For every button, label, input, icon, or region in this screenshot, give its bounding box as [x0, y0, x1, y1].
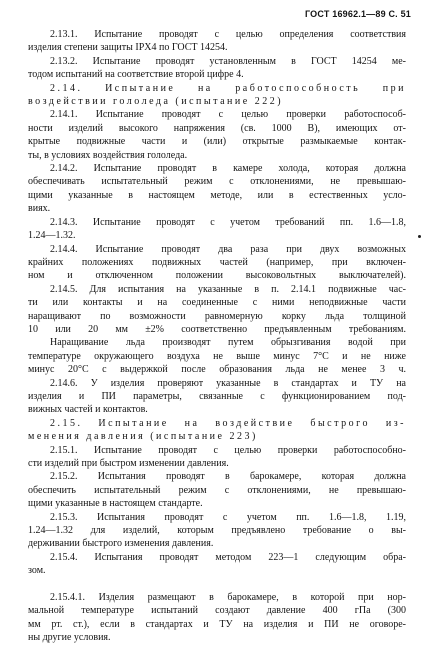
text-line: ном и отключенном положении высоковольтных выключателей).: [28, 270, 406, 282]
text-line: воздействии гололеда (испытание 222): [28, 96, 284, 108]
text-line: 2.14.1. Испытание проводят с целью проверки работоспособ-: [50, 109, 406, 121]
text-line: 2.13.1. Испытание проводят с целью определения соответствия: [50, 29, 406, 40]
text-line: 2.14.4. Испытание проводят два раза при двух возможных: [50, 243, 406, 255]
text-line: 1.24—1.32.: [28, 230, 76, 242]
margin-mark: [418, 235, 421, 238]
text-line: наращивают по возможности равномерную корку льда толщиной: [28, 310, 406, 322]
text-line: крытые подвижные части и (или) открытые размыкаемые контак-: [28, 136, 406, 148]
text-line: ты, в условиях воздействия гололеда.: [28, 149, 188, 161]
text-line: мальной температуре испытаний создают давление 400 гПа (300: [28, 605, 406, 617]
text-line: 2.15. Испытание на воздействие быстрого из-: [50, 417, 406, 429]
text-line: 2.14.2. Испытание проводят в камере холода, которая должна: [50, 163, 406, 175]
text-line: 2.14. Испытание на работоспособность при: [50, 82, 406, 94]
text-line: мм рт. ст.), если в стандартах и ТУ на изделия и ПИ не оговоре-: [28, 618, 406, 630]
text-line: ности изделий высокого напряжения (св. 1000 В), имеющих от-: [28, 122, 406, 134]
text-line: обеспечивать испытательный режим с отклонениями, не превышаю-: [28, 176, 406, 188]
text-line: щими указанные в настоящем стандарте.: [28, 498, 203, 510]
text-line: 2.15.1. Испытание проводят с целью проверки работоспособно-: [50, 444, 406, 456]
document-body: [28, 28, 406, 645]
text-line: вижных частей и контактов.: [28, 404, 148, 416]
text-line: 2.14.3. Испытание проводят с учетом требований пп. 1.6—1.8,: [50, 216, 406, 228]
text-line: держивании быстрого изменения давления.: [28, 538, 214, 550]
text-line: обеспечить испытательный режим с отклонениями, не превышаю-: [28, 484, 406, 496]
text-line: [28, 578, 406, 591]
text-line: ны другие условия.: [28, 632, 111, 644]
text-line: изделия и ПИ параметры, связанные с функционированием под-: [28, 390, 406, 402]
text-line: 2.15.4. Испытания проводят методом 223—1 следующим обра-: [50, 551, 406, 563]
text-line: 10 или 20 мм ±2% соответственно предъявленным требованиям.: [28, 323, 406, 335]
text-line: тодом испытаний на соответствие второй цифре 4.: [28, 69, 244, 81]
page-header: ГОСТ 16962.1—89 С. 51: [304, 9, 411, 19]
text-line: 2.15.3. Испытания проводят с учетом пп. 1.6—1.8, 1.19,: [50, 511, 406, 523]
text-line: изделия степени защиты IPX4 по ГОСТ 14254.: [28, 42, 228, 54]
text-line: 2.14.5. Для испытания на указанные в п. 2.14.1 подвижные час-: [50, 283, 406, 295]
text-line: 2.15.4.1. Изделия размещают в барокамере, в которой при нор-: [50, 592, 406, 604]
text-line: ти или контакты и на соединенные с ними неподвижные части: [28, 297, 406, 309]
text-line: виях.: [28, 203, 51, 215]
text-line: 2.13.2. Испытание проводят установленным в ГОСТ 14254 ме-: [50, 55, 406, 67]
text-line: 2.15.2. Испытания проводят в барокамере, которая должна: [50, 471, 406, 483]
text-line: 2.14.6. У изделия проверяют указанные в стандартах и ТУ на: [50, 377, 406, 389]
text-line: менения давления (испытание 223): [28, 431, 258, 443]
text-line: 1.24—1.32 для изделий, которым предъявлено требование о вы-: [28, 525, 406, 537]
text-line: сти изделий при быстром изменении давления.: [28, 458, 229, 469]
text-line: минус 20°С с выдержкой после образования льда не менее 3 ч.: [28, 364, 406, 376]
text-line: крайних положениях подвижных частей (например, при включен-: [28, 256, 406, 268]
text-line: щими указанные в настоящем методе, или в естественных усло-: [28, 189, 406, 201]
text-line: Наращивание льда производят путем обрызгивания водой при: [50, 337, 406, 349]
text-line: температуре окружающего воздуха не выше минус 7°С и не ниже: [28, 350, 406, 362]
text-line: зом.: [28, 565, 46, 577]
